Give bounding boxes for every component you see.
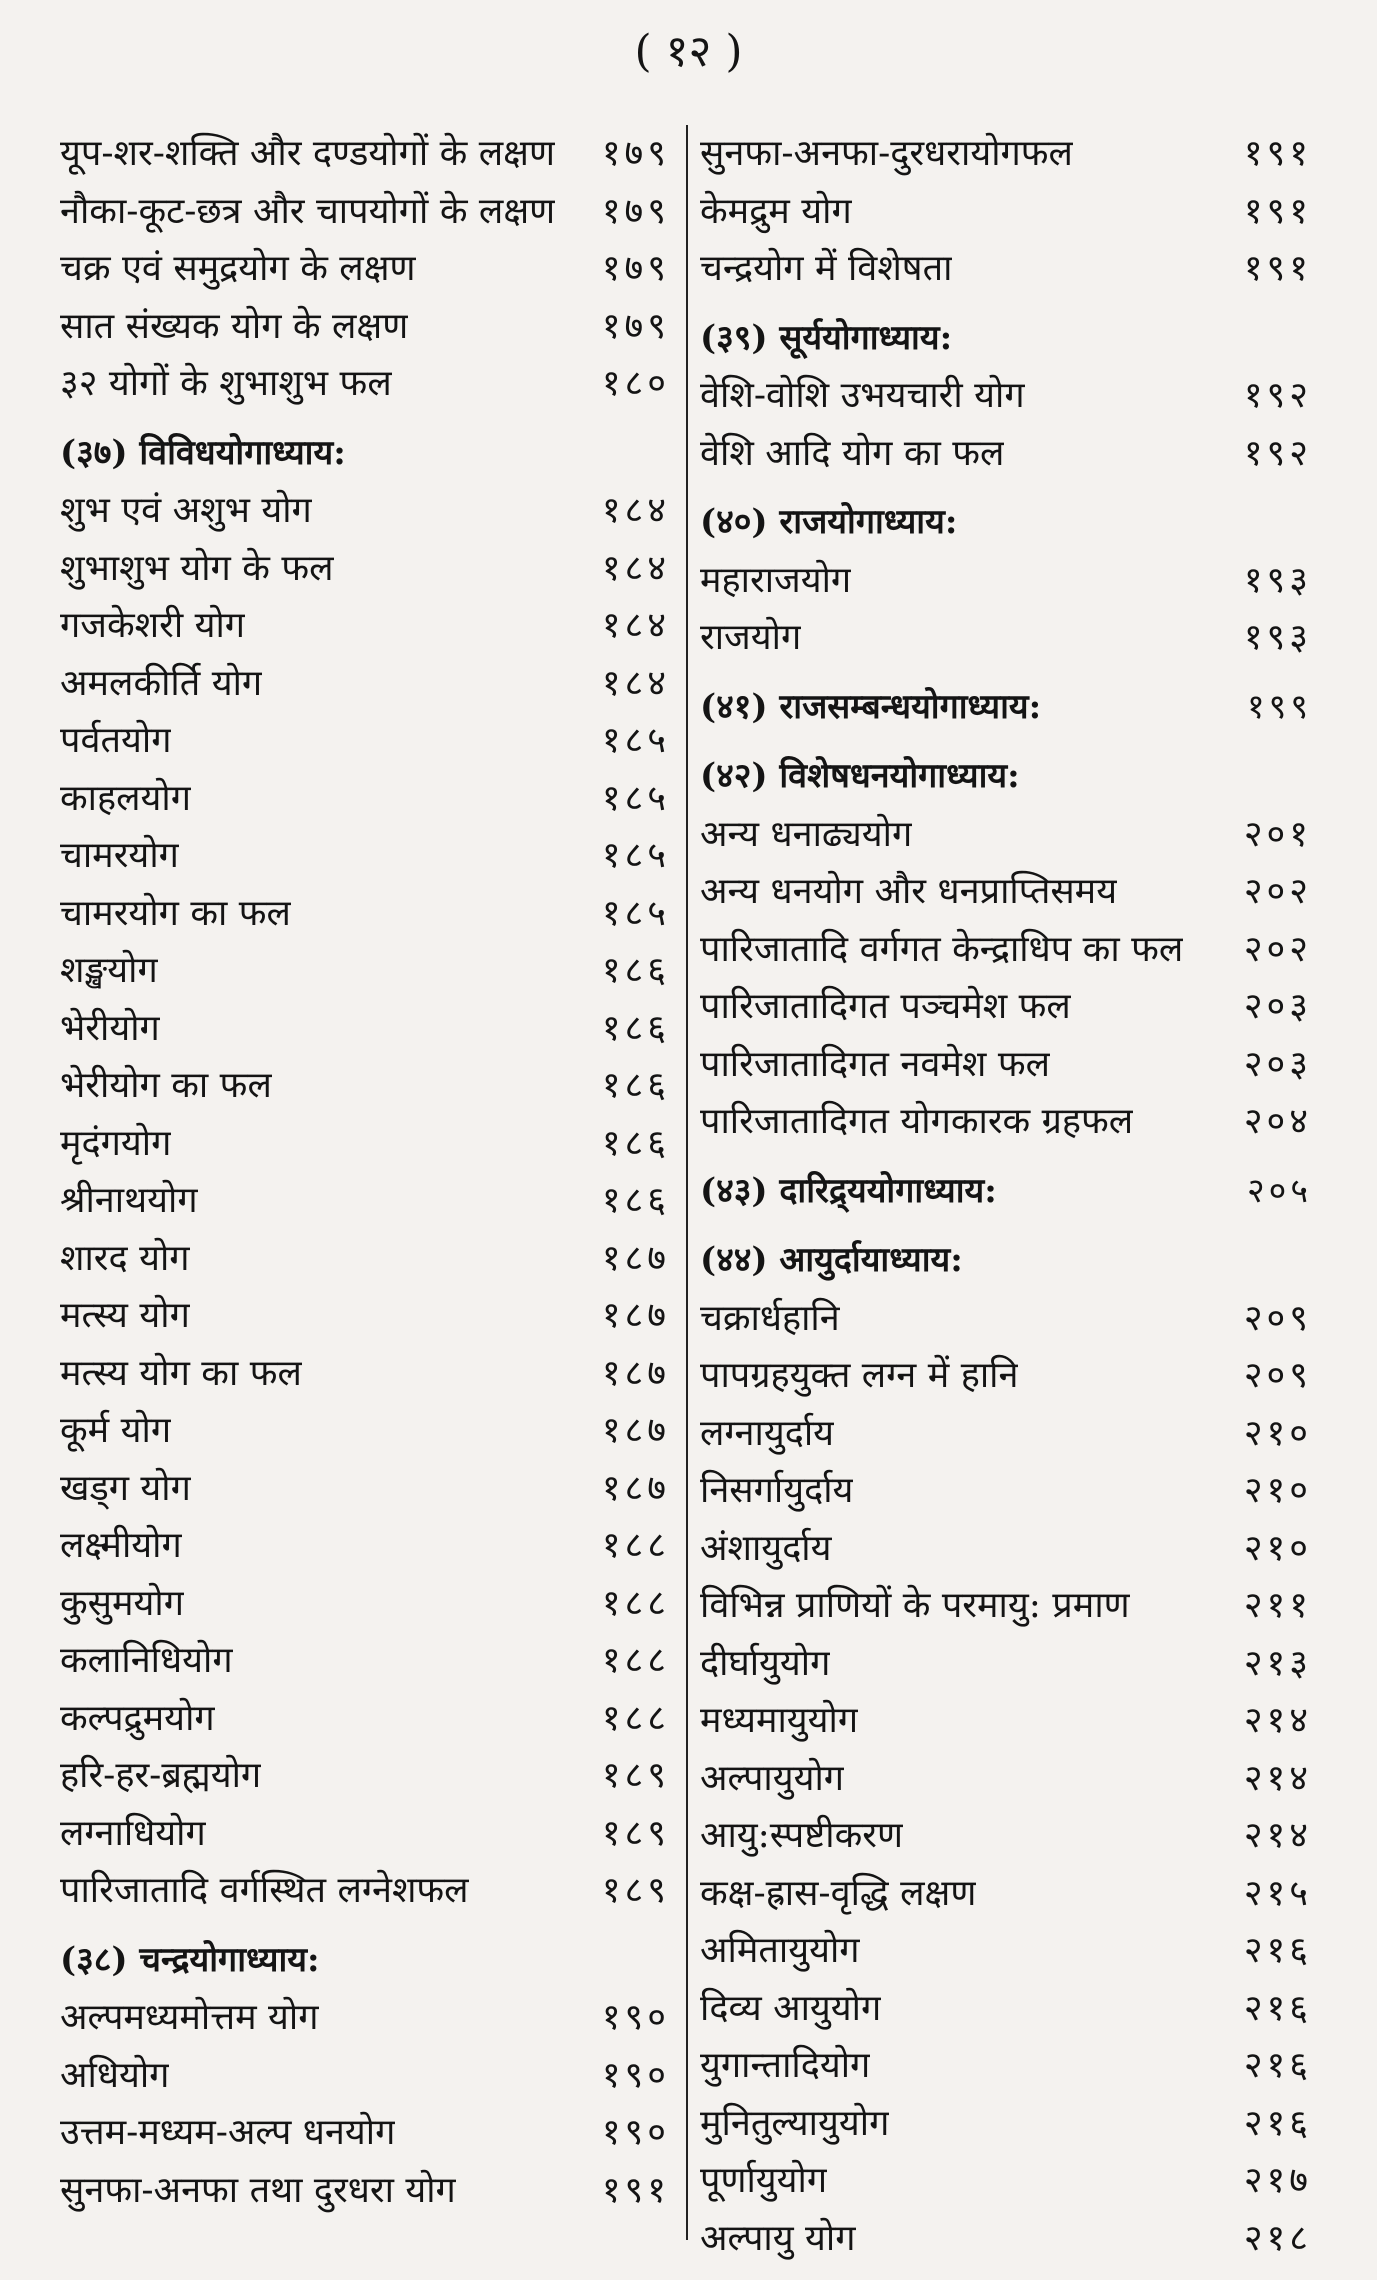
entry-title: अंशायुर्दाय bbox=[700, 1527, 832, 1569]
chapter-title: (३९) सूर्ययोगाध्याय: bbox=[700, 317, 953, 358]
toc-entry bbox=[700, 552, 1312, 610]
entry-title: पर्वतयोग bbox=[60, 720, 172, 761]
entry-title: चक्र एवं समुद्रयोग के लक्षण bbox=[60, 248, 416, 289]
page-ref: २१० bbox=[1243, 1412, 1312, 1454]
entry-title: श्रीनाथयोग bbox=[60, 1180, 198, 1221]
entry-title: अमितायुयोग bbox=[700, 1930, 860, 1971]
toc-entry bbox=[700, 1036, 1312, 1094]
page-ref: १९३ bbox=[1243, 559, 1312, 601]
entry-title: पूर्णायुयोग bbox=[700, 2160, 828, 2201]
toc-entry bbox=[60, 655, 670, 713]
toc-entry bbox=[60, 183, 670, 241]
page-ref: १८४ bbox=[601, 547, 670, 589]
toc-entry bbox=[700, 1635, 1312, 1693]
page-ref: १८९ bbox=[601, 1755, 670, 1796]
page-ref: २०९ bbox=[1243, 1355, 1312, 1396]
page-ref: २०३ bbox=[1243, 1043, 1312, 1085]
toc-entry bbox=[60, 1172, 670, 1230]
entry-title: गजकेशरी योग bbox=[60, 605, 246, 646]
page-ref: १८४ bbox=[601, 662, 670, 704]
toc-entry bbox=[700, 1865, 1312, 1923]
entry-title: चक्रार्धहानि bbox=[700, 1297, 840, 1339]
toc-entry bbox=[60, 1115, 670, 1173]
entry-title: मध्यमायुयोग bbox=[700, 1700, 859, 1741]
entry-title: दीर्घायुयोग bbox=[700, 1642, 831, 1684]
toc-entry bbox=[700, 425, 1312, 483]
page-ref: १८४ bbox=[601, 605, 670, 646]
toc-entry bbox=[60, 942, 670, 1000]
page-ref: १९१ bbox=[1243, 133, 1312, 174]
entry-title: मत्स्य योग bbox=[60, 1295, 190, 1336]
page-ref: २१० bbox=[1243, 1470, 1312, 1511]
chapter-title: (४४) आयुर्दायाध्याय: bbox=[700, 1240, 963, 1280]
toc-column-right bbox=[700, 125, 1312, 2267]
entry-title: चन्द्रयोग में विशेषता bbox=[700, 248, 953, 289]
entry-title: लक्ष्मीयोग bbox=[60, 1525, 182, 1566]
entry-title: वेशि आदि योग का फल bbox=[700, 432, 1005, 474]
entry-title: मत्स्य योग का फल bbox=[60, 1352, 302, 1394]
page-ref: २१५ bbox=[1243, 1872, 1312, 1914]
page-ref: २१६ bbox=[1243, 2045, 1312, 2086]
entry-title: नौका-कूट-छत्र और चापयोगों के लक्षण bbox=[60, 190, 556, 232]
chapter-heading bbox=[700, 748, 1312, 806]
toc-entry bbox=[60, 1862, 670, 1920]
toc-entry bbox=[60, 355, 670, 413]
page-ref: २०२ bbox=[1243, 928, 1312, 970]
page-ref: २११ bbox=[1243, 1585, 1312, 1626]
entry-title: सुनफा-अनफा-दुरधरायोगफल bbox=[700, 133, 1073, 174]
page-ref: १८६ bbox=[601, 950, 670, 991]
toc-entry bbox=[60, 1287, 670, 1345]
page-ref: २०९ bbox=[1243, 1297, 1312, 1339]
page-ref: १८६ bbox=[601, 1122, 670, 1164]
page-ref: १९२ bbox=[1243, 375, 1312, 416]
entry-title: ३२ योगों के शुभाशुभ फल bbox=[60, 363, 392, 404]
chapter-heading bbox=[60, 425, 670, 483]
page-ref: १८९ bbox=[601, 1870, 670, 1911]
chapter-heading bbox=[60, 1932, 670, 1990]
toc-entry bbox=[60, 2047, 670, 2105]
toc-entry bbox=[700, 1405, 1312, 1463]
page-ref: १८७ bbox=[601, 1352, 670, 1394]
toc-entry bbox=[60, 1632, 670, 1690]
page-ref: १८५ bbox=[601, 892, 670, 934]
page-ref: १८५ bbox=[601, 720, 670, 761]
entry-title: अल्पायुयोग bbox=[700, 1757, 845, 1799]
entry-title: भेरीयोग का फल bbox=[60, 1065, 272, 1106]
column-divider bbox=[686, 125, 688, 2240]
page-ref: १८७ bbox=[601, 1467, 670, 1509]
entry-title: युगान्तादियोग bbox=[700, 2045, 871, 2086]
page-ref: १९१ bbox=[1243, 190, 1312, 232]
chapter-heading bbox=[700, 1163, 1312, 1221]
page-ref: १९० bbox=[601, 2112, 670, 2153]
page-ref: १८७ bbox=[601, 1237, 670, 1279]
toc-entry bbox=[700, 2210, 1312, 2268]
page-number: ( १२ ) bbox=[634, 26, 743, 77]
entry-title: काहलयोग bbox=[60, 777, 191, 819]
toc-entry bbox=[700, 2152, 1312, 2210]
page-ref: २१४ bbox=[1243, 1700, 1312, 1741]
page-ref: २०१ bbox=[1243, 813, 1312, 855]
chapter-heading bbox=[700, 494, 1312, 552]
entry-title: केमद्रुम योग bbox=[700, 190, 852, 232]
toc-entry bbox=[700, 1462, 1312, 1520]
chapter-title: (४०) राजयोगाध्याय: bbox=[700, 502, 958, 542]
entry-title: सात संख्यक योग के लक्षण bbox=[60, 305, 409, 347]
toc-column-left bbox=[60, 125, 670, 2219]
entry-title: पारिजातादि वर्गस्थित लग्नेशफल bbox=[60, 1870, 469, 1911]
toc-entry bbox=[60, 125, 670, 183]
page-ref: १८५ bbox=[601, 835, 670, 876]
page-ref: १७९ bbox=[601, 133, 670, 174]
chapter-heading bbox=[700, 310, 1312, 368]
entry-title: मृदंगयोग bbox=[60, 1122, 172, 1164]
toc-entry bbox=[700, 1922, 1312, 1980]
entry-title: उत्तम-मध्यम-अल्प धनयोग bbox=[60, 2112, 396, 2153]
toc-entry bbox=[700, 609, 1312, 667]
entry-title: पारिजातादिगत पञ्चमेश फल bbox=[700, 986, 1071, 1027]
page-ref: २१३ bbox=[1243, 1642, 1312, 1684]
toc-entry bbox=[60, 1805, 670, 1863]
page-ref: १७९ bbox=[601, 190, 670, 232]
entry-title: यूप-शर-शक्ति और दण्डयोगों के लक्षण bbox=[60, 133, 555, 174]
toc-entry bbox=[700, 183, 1312, 241]
entry-title: भेरीयोग bbox=[60, 1007, 160, 1049]
chapter-title: (४३) दारिद्र्ययोगाध्याय: bbox=[700, 1170, 997, 1211]
page-ref: २०३ bbox=[1243, 986, 1312, 1027]
toc-entry bbox=[700, 921, 1312, 979]
toc-entry bbox=[700, 2037, 1312, 2095]
page-ref: १८८ bbox=[601, 1697, 670, 1739]
toc-entry bbox=[700, 2095, 1312, 2153]
entry-title: खड्ग योग bbox=[60, 1467, 191, 1509]
entry-title: कल्पद्रुमयोग bbox=[60, 1697, 215, 1739]
entry-title: महाराजयोग bbox=[700, 559, 852, 601]
entry-title: कुसुमयोग bbox=[60, 1582, 184, 1624]
chapter-heading bbox=[700, 1232, 1312, 1290]
entry-title: आयु:स्पष्टीकरण bbox=[700, 1815, 904, 1856]
toc-entry bbox=[60, 1402, 670, 1460]
toc-entry bbox=[60, 298, 670, 356]
entry-title: हरि-हर-ब्रह्मयोग bbox=[60, 1755, 262, 1796]
chapter-heading bbox=[700, 679, 1312, 737]
entry-title: चामरयोग bbox=[60, 835, 179, 876]
toc-entry bbox=[700, 1347, 1312, 1405]
page-ref: १७९ bbox=[601, 305, 670, 347]
page-ref: १८७ bbox=[601, 1410, 670, 1451]
entry-title: शङ्खयोग bbox=[60, 950, 158, 991]
page-ref: १८५ bbox=[601, 777, 670, 819]
entry-title: सुनफा-अनफा तथा दुरधरा योग bbox=[60, 2169, 456, 2211]
page-ref: २१४ bbox=[1243, 1815, 1312, 1856]
toc-entry bbox=[60, 1575, 670, 1633]
page-ref: १९१ bbox=[1243, 248, 1312, 289]
entry-title: शुभाशुभ योग के फल bbox=[60, 547, 334, 589]
entry-title: निसर्गायुर्दाय bbox=[700, 1470, 854, 1511]
page-ref: १८६ bbox=[601, 1007, 670, 1049]
page-ref: १८८ bbox=[601, 1525, 670, 1566]
toc-entry bbox=[700, 978, 1312, 1036]
entry-title: दिव्य आयुयोग bbox=[700, 1987, 882, 2029]
page-ref: १८८ bbox=[601, 1582, 670, 1624]
page-ref: १८६ bbox=[601, 1065, 670, 1106]
toc-entry bbox=[60, 770, 670, 828]
toc-entry bbox=[700, 863, 1312, 921]
page-ref: १९० bbox=[601, 1997, 670, 2038]
entry-title: चामरयोग का फल bbox=[60, 892, 291, 934]
entry-title: कलानिधियोग bbox=[60, 1640, 233, 1681]
page-ref: १८७ bbox=[601, 1295, 670, 1336]
page-ref: १९९ bbox=[1246, 686, 1312, 727]
page-ref: २१६ bbox=[1243, 1930, 1312, 1971]
chapter-title: (३८) चन्द्रयोगाध्याय: bbox=[60, 1939, 320, 1980]
entry-title: अधियोग bbox=[60, 2054, 170, 2096]
page-ref: १८८ bbox=[601, 1640, 670, 1681]
toc-entry bbox=[700, 1520, 1312, 1578]
page-ref: १९० bbox=[601, 2054, 670, 2096]
chapter-title: (४२) विशेषधनयोगाध्याय: bbox=[700, 756, 1020, 796]
page-ref: २०५ bbox=[1246, 1170, 1312, 1211]
toc-entry bbox=[60, 1517, 670, 1575]
toc-entry bbox=[700, 1290, 1312, 1348]
entry-title: मुनितुल्यायुयोग bbox=[700, 2102, 890, 2144]
toc-entry bbox=[700, 367, 1312, 425]
entry-title: शुभ एवं अशुभ योग bbox=[60, 490, 312, 531]
entry-title: अल्पमध्यमोत्तम योग bbox=[60, 1997, 319, 2038]
page-ref: २०४ bbox=[1243, 1101, 1312, 1142]
toc-entry bbox=[60, 885, 670, 943]
toc-entry bbox=[60, 1989, 670, 2047]
page-ref: १८६ bbox=[601, 1180, 670, 1221]
entry-title: वेशि-वोशि उभयचारी योग bbox=[700, 375, 1025, 416]
chapter-title: (४१) राजसम्बन्धयोगाध्याय: bbox=[700, 686, 1042, 727]
entry-title: पारिजातादिगत नवमेश फल bbox=[700, 1043, 1050, 1085]
entry-title: पापग्रहयुक्त लग्न में हानि bbox=[700, 1355, 1019, 1396]
entry-title: कक्ष-ह्रास-वृद्धि लक्षण bbox=[700, 1872, 977, 1914]
toc-entry bbox=[60, 1057, 670, 1115]
page-ref: १७९ bbox=[601, 248, 670, 289]
toc-entry bbox=[60, 240, 670, 298]
toc-entry bbox=[60, 827, 670, 885]
entry-title: अमलकीर्ति योग bbox=[60, 662, 263, 704]
toc-entry bbox=[60, 1230, 670, 1288]
toc-entry bbox=[60, 540, 670, 598]
toc-entry bbox=[60, 1460, 670, 1518]
toc-entry bbox=[60, 712, 670, 770]
page-ref: २१७ bbox=[1243, 2160, 1312, 2201]
page-ref: २१६ bbox=[1243, 2102, 1312, 2144]
toc-entry bbox=[60, 482, 670, 540]
toc-entry bbox=[60, 1345, 670, 1403]
toc-entry bbox=[60, 1690, 670, 1748]
page-ref: १८४ bbox=[601, 490, 670, 531]
toc-entry bbox=[700, 125, 1312, 183]
entry-title: विभिन्न प्राणियों के परमायु: प्रमाण bbox=[700, 1585, 1130, 1626]
toc-entry bbox=[700, 806, 1312, 864]
entry-title: अन्य धनाढ्ययोग bbox=[700, 813, 913, 855]
toc-entry bbox=[700, 240, 1312, 298]
page-ref: २१६ bbox=[1243, 1987, 1312, 2029]
chapter-title: (३७) विविधयोगाध्याय: bbox=[60, 432, 346, 473]
entry-title: अन्य धनयोग और धनप्राप्तिसमय bbox=[700, 871, 1118, 912]
toc-entry bbox=[700, 1750, 1312, 1808]
page-ref: १८० bbox=[601, 363, 670, 404]
page-ref: २१८ bbox=[1243, 2217, 1312, 2259]
page-ref: २१० bbox=[1243, 1527, 1312, 1569]
toc-entry bbox=[60, 597, 670, 655]
entry-title: कूर्म योग bbox=[60, 1410, 172, 1451]
page-ref: १९१ bbox=[601, 2169, 670, 2211]
toc-entry bbox=[700, 1980, 1312, 2038]
toc-entry bbox=[700, 1692, 1312, 1750]
page-ref: १९३ bbox=[1243, 617, 1312, 658]
entry-title: लग्नायुर्दाय bbox=[700, 1412, 835, 1454]
entry-title: राजयोग bbox=[700, 617, 802, 658]
entry-title: लग्नाधियोग bbox=[60, 1812, 206, 1854]
page-ref: १९२ bbox=[1243, 432, 1312, 474]
entry-title: पारिजातादिगत योगकारक ग्रहफल bbox=[700, 1101, 1134, 1142]
toc-entry bbox=[60, 1000, 670, 1058]
entry-title: पारिजातादि वर्गगत केन्द्राधिप का फल bbox=[700, 928, 1184, 970]
toc-entry bbox=[700, 1807, 1312, 1865]
page-ref: १८९ bbox=[601, 1812, 670, 1854]
toc-entry bbox=[60, 1747, 670, 1805]
toc-entry bbox=[700, 1093, 1312, 1151]
entry-title: शारद योग bbox=[60, 1237, 190, 1279]
entry-title: अल्पायु योग bbox=[700, 2217, 856, 2259]
toc-entry bbox=[60, 2104, 670, 2162]
toc-entry bbox=[60, 2162, 670, 2220]
page-ref: २१४ bbox=[1243, 1757, 1312, 1799]
toc-entry bbox=[700, 1577, 1312, 1635]
page-ref: २०२ bbox=[1243, 871, 1312, 912]
